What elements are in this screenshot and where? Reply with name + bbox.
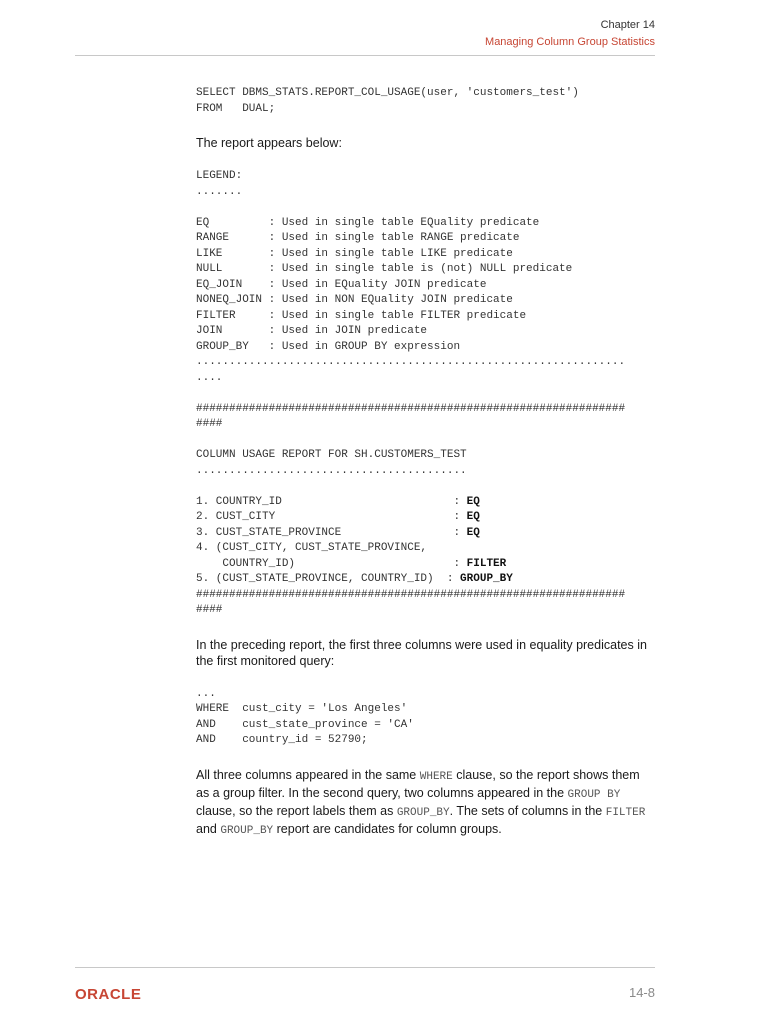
inline-code: WHERE [419, 770, 453, 783]
page-content [196, 86, 656, 839]
legend-row: EQ : Used in single table EQuality predicate [196, 216, 540, 229]
legend-row: LIKE : Used in single table LIKE predicate [196, 247, 513, 260]
code-block-where [196, 687, 656, 749]
legend-row: NONEQ_JOIN : Used in NON EQuality JOIN predicate [196, 294, 513, 306]
oracle-logo-icon [75, 986, 157, 1002]
legend-title: LEGEND: [196, 170, 243, 182]
legend-dots-long: .... [196, 371, 223, 384]
legend-dots: ....... [196, 185, 243, 198]
code-line: AND cust_state_province = 'CA' [196, 718, 414, 731]
report-row-value: EQ [466, 495, 480, 508]
inline-code: FILTER [605, 806, 646, 819]
header-divider [75, 55, 655, 56]
legend-row: JOIN : Used in JOIN predicate [196, 325, 428, 337]
report-row-label: 1. COUNTRY_ID : [196, 495, 467, 508]
legend-row: NULL : Used in single table is (not) NULL predicate [196, 263, 573, 275]
report-row-value: EQ [466, 526, 480, 539]
hash-line: ################################################################# [196, 588, 626, 601]
code-block-select [196, 86, 656, 117]
section-title: Managing Column Group Statistics [485, 36, 655, 48]
text-run: . The sets of columns in the [449, 803, 606, 818]
inline-code: GROUP_BY [396, 806, 450, 819]
code-line: ... [196, 687, 216, 700]
report-row-label: 2. CUST_CITY : [196, 511, 467, 523]
report-row-label: 4. (CUST_CITY, CUST_STATE_PROVINCE, [196, 542, 428, 554]
report-row-value: GROUP_BY [460, 573, 513, 585]
hash-line: #### [196, 418, 223, 430]
report-dots: ......................................... [196, 464, 467, 477]
report-row-label: 3. CUST_STATE_PROVINCE : [196, 526, 467, 539]
legend-row: GROUP_BY : Used in GROUP BY expression [196, 340, 461, 353]
oracle-logo [75, 986, 157, 1007]
hash-line: ################################################################# [196, 402, 626, 415]
text-run: clause, so the report shows them as a group filter. In the second query, two columns appeared in the [196, 767, 640, 800]
code-block-report [196, 169, 656, 619]
logo-text: ORACLE [75, 986, 142, 1002]
footer-divider [75, 967, 655, 968]
inline-code: GROUP BY [567, 788, 621, 801]
code-line: FROM DUAL; [196, 102, 276, 115]
paragraph-column-groups [196, 767, 656, 839]
text-run: and [196, 821, 221, 836]
page-number: 14-8 [628, 985, 655, 1000]
legend-row: FILTER : Used in single table FILTER predicate [196, 309, 527, 322]
text-run: clause, so the report labels them as [196, 803, 397, 818]
report-row-value: FILTER [466, 557, 507, 570]
report-row-value: EQ [466, 511, 480, 523]
legend-row: EQ_JOIN : Used in EQuality JOIN predicate [196, 278, 487, 291]
report-title: COLUMN USAGE REPORT FOR SH.CUSTOMERS_TEST [196, 449, 467, 461]
page-header [485, 18, 655, 50]
code-line: AND country_id = 52790; [196, 734, 368, 746]
legend-row: RANGE : Used in single table RANGE predicate [196, 232, 520, 244]
code-line: WHERE cust_city = 'Los Angeles' [196, 703, 408, 715]
text-run: report are candidates for column groups. [273, 821, 502, 836]
report-row-label: 5. (CUST_STATE_PROVINCE, COUNTRY_ID) : [196, 573, 461, 585]
paragraph-report-intro: The report appears below: [196, 136, 342, 150]
legend-dots-long: ................................................................. [196, 356, 626, 368]
text-run: All three columns appeared in the same [196, 767, 420, 782]
hash-line: #### [196, 604, 223, 616]
inline-code: GROUP_BY [220, 824, 274, 837]
code-line: SELECT DBMS_STATS.REPORT_COL_USAGE(user, 'customers_test') [196, 87, 579, 99]
chapter-label: Chapter 14 [600, 19, 655, 31]
paragraph-preceding-report: In the preceding report, the first three columns were used in equality predicates in the first monitored query: [196, 637, 647, 668]
report-row-label: COUNTRY_ID) : [196, 557, 467, 570]
